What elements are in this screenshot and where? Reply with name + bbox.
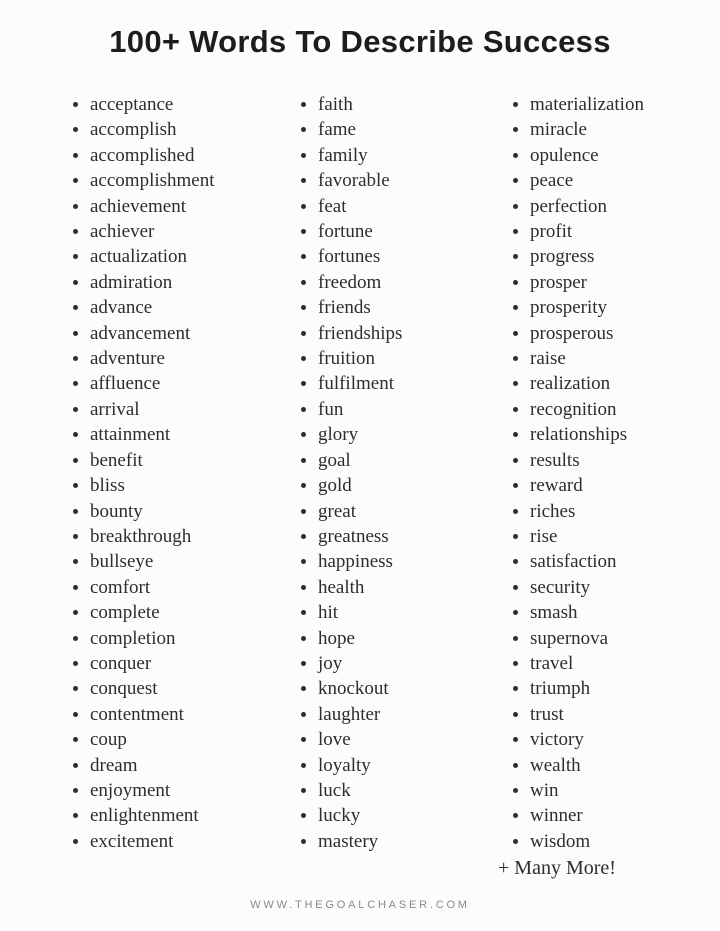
- word-label: luck: [318, 779, 351, 801]
- word-label: lucky: [318, 805, 361, 827]
- word-label: materialization: [530, 94, 644, 115]
- bullet-icon: [513, 407, 518, 412]
- list-item: [300, 321, 512, 346]
- bullet-icon: [513, 204, 518, 209]
- word-label: peace: [530, 170, 574, 192]
- list-item: [512, 803, 720, 828]
- bullet-icon: [513, 153, 518, 158]
- bullet-icon: [301, 229, 306, 234]
- word-label: win: [530, 779, 559, 801]
- bullet-icon: [73, 229, 78, 234]
- word-label: accomplish: [90, 119, 177, 141]
- list-item: [300, 499, 512, 524]
- bullet-icon: [301, 534, 306, 539]
- list-item: [72, 92, 300, 117]
- bullet-icon: [513, 458, 518, 463]
- list-item: [300, 549, 512, 574]
- word-label: smash: [530, 602, 578, 624]
- word-label: accomplished: [90, 144, 195, 166]
- bullet-icon: [513, 280, 518, 285]
- list-item: [72, 549, 300, 574]
- bullet-icon: [301, 305, 306, 310]
- word-label: riches: [530, 500, 576, 522]
- bullet-icon: [73, 483, 78, 488]
- list-item: [512, 117, 720, 142]
- bullet-icon: [73, 763, 78, 768]
- word-label: love: [318, 729, 351, 751]
- list-item: [512, 473, 720, 498]
- list-item: [72, 753, 300, 778]
- bullet-icon: [513, 381, 518, 386]
- word-label: recognition: [530, 398, 617, 420]
- bullet-icon: [301, 153, 306, 158]
- word-label: actualization: [90, 246, 188, 268]
- list-item: [72, 727, 300, 752]
- bullet-icon: [513, 178, 518, 183]
- list-item: [72, 676, 300, 701]
- bullet-icon: [301, 432, 306, 437]
- word-label: friends: [318, 297, 371, 319]
- bullet-icon: [513, 331, 518, 336]
- bullet-icon: [301, 585, 306, 590]
- many-more-label: + Many More!: [498, 857, 616, 880]
- bullet-icon: [513, 686, 518, 691]
- list-item: [512, 321, 720, 346]
- list-item: [72, 422, 300, 447]
- word-label: fame: [318, 119, 356, 141]
- word-label: miracle: [530, 119, 587, 141]
- list-item: [512, 194, 720, 219]
- list-item: [300, 524, 512, 549]
- bullet-icon: [73, 127, 78, 132]
- list-item: [72, 168, 300, 193]
- bullet-icon: [301, 737, 306, 742]
- list-item: [300, 270, 512, 295]
- word-label: relationships: [530, 424, 628, 446]
- bullet-icon: [301, 407, 306, 412]
- list-item: [72, 244, 300, 269]
- list-item: [512, 448, 720, 473]
- list-item: [512, 168, 720, 193]
- bullet-icon: [513, 229, 518, 234]
- list-item: [512, 499, 720, 524]
- bullet-icon: [513, 305, 518, 310]
- list-item: [300, 143, 512, 168]
- word-label: achiever: [90, 221, 155, 243]
- bullet-icon: [73, 610, 78, 615]
- bullet-icon: [73, 280, 78, 285]
- bullet-icon: [73, 712, 78, 717]
- list-item: [300, 346, 512, 371]
- list-item: [300, 219, 512, 244]
- list-item: [300, 651, 512, 676]
- word-label: greatness: [318, 525, 389, 547]
- word-label: mastery: [318, 830, 379, 852]
- list-item: [72, 499, 300, 524]
- word-label: perfection: [530, 195, 608, 217]
- list-item: [300, 473, 512, 498]
- word-label: conquest: [90, 678, 158, 700]
- list-item: [512, 270, 720, 295]
- word-label: fortunes: [318, 246, 381, 268]
- list-item: [72, 448, 300, 473]
- word-label: complete: [90, 602, 160, 624]
- bullet-icon: [73, 356, 78, 361]
- bullet-icon: [73, 407, 78, 412]
- bullet-icon: [513, 610, 518, 615]
- word-label: conquer: [90, 652, 152, 674]
- bullet-icon: [73, 331, 78, 336]
- page-title: 100+ Words To Describe Success: [109, 24, 611, 59]
- bullet-icon: [301, 610, 306, 615]
- word-label: enlightenment: [90, 805, 199, 827]
- word-label: benefit: [90, 449, 143, 471]
- word-label: supernova: [530, 627, 609, 649]
- bullet-icon: [513, 432, 518, 437]
- list-item: [300, 626, 512, 651]
- list-item: [300, 168, 512, 193]
- list-item: [300, 422, 512, 447]
- bullet-icon: [513, 102, 518, 107]
- word-label: fortune: [318, 221, 373, 243]
- word-label: health: [318, 576, 365, 598]
- bullet-icon: [73, 585, 78, 590]
- word-label: realization: [530, 373, 611, 395]
- word-label: trust: [530, 703, 564, 725]
- word-label: knockout: [318, 678, 389, 700]
- bullet-icon: [301, 839, 306, 844]
- list-item: [300, 727, 512, 752]
- bullet-icon: [513, 356, 518, 361]
- list-item: [512, 422, 720, 447]
- bullet-icon: [73, 509, 78, 514]
- bullet-icon: [301, 254, 306, 259]
- bullet-icon: [301, 686, 306, 691]
- bullet-icon: [73, 153, 78, 158]
- bullet-icon: [513, 559, 518, 564]
- list-item: [512, 295, 720, 320]
- list-item: [72, 371, 300, 396]
- word-label: contentment: [90, 703, 184, 725]
- word-label: bliss: [90, 475, 125, 497]
- bullet-icon: [301, 381, 306, 386]
- bullet-icon: [301, 813, 306, 818]
- word-label: adventure: [90, 348, 165, 370]
- bullet-icon: [73, 636, 78, 641]
- word-label: family: [318, 144, 368, 166]
- word-label: winner: [530, 805, 583, 827]
- list-item: [300, 448, 512, 473]
- list-item: [72, 473, 300, 498]
- list-item: [512, 346, 720, 371]
- list-item: [512, 143, 720, 168]
- bullet-icon: [513, 788, 518, 793]
- list-item: [512, 727, 720, 752]
- word-label: breakthrough: [90, 525, 192, 547]
- list-item: [512, 371, 720, 396]
- word-list-3: [512, 92, 720, 854]
- list-item: [300, 244, 512, 269]
- list-item: [300, 676, 512, 701]
- word-label: raise: [530, 348, 566, 370]
- bullet-icon: [513, 636, 518, 641]
- word-label: wisdom: [530, 830, 591, 852]
- word-label: fulfilment: [318, 373, 394, 395]
- list-item: [512, 626, 720, 651]
- list-item: [512, 676, 720, 701]
- word-label: happiness: [318, 551, 393, 573]
- word-label: advance: [90, 297, 153, 319]
- bullet-icon: [513, 254, 518, 259]
- bullet-icon: [301, 356, 306, 361]
- word-label: arrival: [90, 398, 140, 420]
- bullet-icon: [513, 712, 518, 717]
- list-item: [300, 194, 512, 219]
- word-label: feat: [318, 195, 347, 217]
- word-label: admiration: [90, 271, 173, 293]
- list-item: [72, 829, 300, 854]
- list-item: [72, 346, 300, 371]
- word-label: wealth: [530, 754, 581, 776]
- list-item: [72, 600, 300, 625]
- bullet-icon: [73, 102, 78, 107]
- word-label: prosperity: [530, 297, 608, 319]
- word-label: opulence: [530, 144, 599, 166]
- bullet-icon: [513, 813, 518, 818]
- bullet-icon: [301, 483, 306, 488]
- word-label: accomplishment: [90, 170, 215, 192]
- bullet-icon: [73, 254, 78, 259]
- bullet-icon: [73, 204, 78, 209]
- word-label: advancement: [90, 322, 191, 344]
- word-label: travel: [530, 652, 574, 674]
- bullet-icon: [301, 127, 306, 132]
- list-item: [72, 143, 300, 168]
- word-label: friendships: [318, 322, 403, 344]
- list-item: [300, 117, 512, 142]
- word-label: rise: [530, 525, 558, 547]
- bullet-icon: [301, 204, 306, 209]
- word-label: security: [530, 576, 591, 598]
- website-url: WWW.THEGOALCHASER.COM: [250, 899, 470, 911]
- list-item: [512, 778, 720, 803]
- bullet-icon: [513, 585, 518, 590]
- list-item: [512, 753, 720, 778]
- bullet-icon: [301, 712, 306, 717]
- bullet-icon: [513, 534, 518, 539]
- bullet-icon: [73, 458, 78, 463]
- list-item: [512, 829, 720, 854]
- list-item: [72, 295, 300, 320]
- word-list-1: [72, 92, 300, 854]
- word-label: bullseye: [90, 551, 154, 573]
- list-item: [512, 702, 720, 727]
- word-label: hope: [318, 627, 355, 649]
- word-column-2: [300, 92, 512, 881]
- bullet-icon: [301, 661, 306, 666]
- bullet-icon: [73, 559, 78, 564]
- list-item: [512, 524, 720, 549]
- list-item: [300, 371, 512, 396]
- word-column-1: [72, 92, 300, 881]
- word-label: laughter: [318, 703, 381, 725]
- list-item: [72, 803, 300, 828]
- list-item: [512, 549, 720, 574]
- list-item: [72, 270, 300, 295]
- bullet-icon: [513, 509, 518, 514]
- bullet-icon: [513, 127, 518, 132]
- bullet-icon: [513, 763, 518, 768]
- word-label: joy: [318, 652, 343, 674]
- word-columns: [0, 92, 720, 881]
- word-label: fun: [318, 398, 344, 420]
- list-item: [512, 92, 720, 117]
- word-label: goal: [318, 449, 351, 471]
- bullet-icon: [301, 788, 306, 793]
- list-item: [72, 702, 300, 727]
- bullet-icon: [301, 102, 306, 107]
- bullet-icon: [73, 839, 78, 844]
- word-label: acceptance: [90, 94, 174, 115]
- list-item: [72, 778, 300, 803]
- bullet-icon: [73, 178, 78, 183]
- list-item: [512, 600, 720, 625]
- word-label: victory: [530, 729, 584, 751]
- word-column-3: [498, 92, 720, 881]
- word-label: completion: [90, 627, 176, 649]
- bullet-icon: [513, 661, 518, 666]
- word-label: loyalty: [318, 754, 371, 776]
- bullet-icon: [73, 737, 78, 742]
- word-label: affluence: [90, 373, 161, 395]
- bullet-icon: [301, 559, 306, 564]
- list-item: [72, 397, 300, 422]
- word-label: great: [318, 500, 356, 522]
- word-label: prosperous: [530, 322, 614, 344]
- list-item: [300, 753, 512, 778]
- list-item: [512, 219, 720, 244]
- list-item: [72, 626, 300, 651]
- bullet-icon: [73, 813, 78, 818]
- list-item: [300, 600, 512, 625]
- list-item: [72, 117, 300, 142]
- bullet-icon: [73, 534, 78, 539]
- list-item: [300, 803, 512, 828]
- word-label: favorable: [318, 170, 390, 192]
- word-label: satisfaction: [530, 551, 617, 573]
- word-list-2: [300, 92, 512, 854]
- bullet-icon: [73, 788, 78, 793]
- word-label: progress: [530, 246, 595, 268]
- word-label: results: [530, 449, 580, 471]
- list-item: [72, 575, 300, 600]
- bullet-icon: [73, 661, 78, 666]
- bullet-icon: [301, 178, 306, 183]
- list-item: [512, 651, 720, 676]
- word-label: coup: [90, 729, 127, 751]
- list-item: [72, 321, 300, 346]
- word-label: triumph: [530, 678, 591, 700]
- list-item: [300, 92, 512, 117]
- list-item: [300, 829, 512, 854]
- bullet-icon: [301, 763, 306, 768]
- word-label: glory: [318, 424, 359, 446]
- list-item: [300, 397, 512, 422]
- bullet-icon: [513, 483, 518, 488]
- word-label: freedom: [318, 271, 382, 293]
- bullet-icon: [73, 381, 78, 386]
- word-label: prosper: [530, 271, 587, 293]
- list-item: [512, 575, 720, 600]
- list-item: [512, 397, 720, 422]
- list-item: [300, 778, 512, 803]
- list-item: [512, 244, 720, 269]
- list-item: [72, 651, 300, 676]
- word-label: reward: [530, 475, 583, 497]
- list-item: [72, 219, 300, 244]
- word-label: comfort: [90, 576, 151, 598]
- word-label: achievement: [90, 195, 187, 217]
- list-item: [300, 295, 512, 320]
- word-label: enjoyment: [90, 779, 171, 801]
- word-label: faith: [318, 94, 353, 115]
- word-label: fruition: [318, 348, 375, 370]
- word-label: gold: [318, 475, 352, 497]
- list-item: [72, 194, 300, 219]
- bullet-icon: [513, 839, 518, 844]
- bullet-icon: [301, 636, 306, 641]
- bullet-icon: [73, 686, 78, 691]
- bullet-icon: [301, 458, 306, 463]
- bullet-icon: [301, 509, 306, 514]
- bullet-icon: [301, 280, 306, 285]
- word-label: excitement: [90, 830, 174, 852]
- word-label: bounty: [90, 500, 143, 522]
- list-item: [300, 575, 512, 600]
- word-label: attainment: [90, 424, 171, 446]
- bullet-icon: [301, 331, 306, 336]
- bullet-icon: [73, 432, 78, 437]
- bullet-icon: [73, 305, 78, 310]
- word-label: dream: [90, 754, 138, 776]
- word-label: hit: [318, 602, 339, 624]
- list-item: [72, 524, 300, 549]
- word-label: profit: [530, 221, 573, 243]
- list-item: [300, 702, 512, 727]
- bullet-icon: [513, 737, 518, 742]
